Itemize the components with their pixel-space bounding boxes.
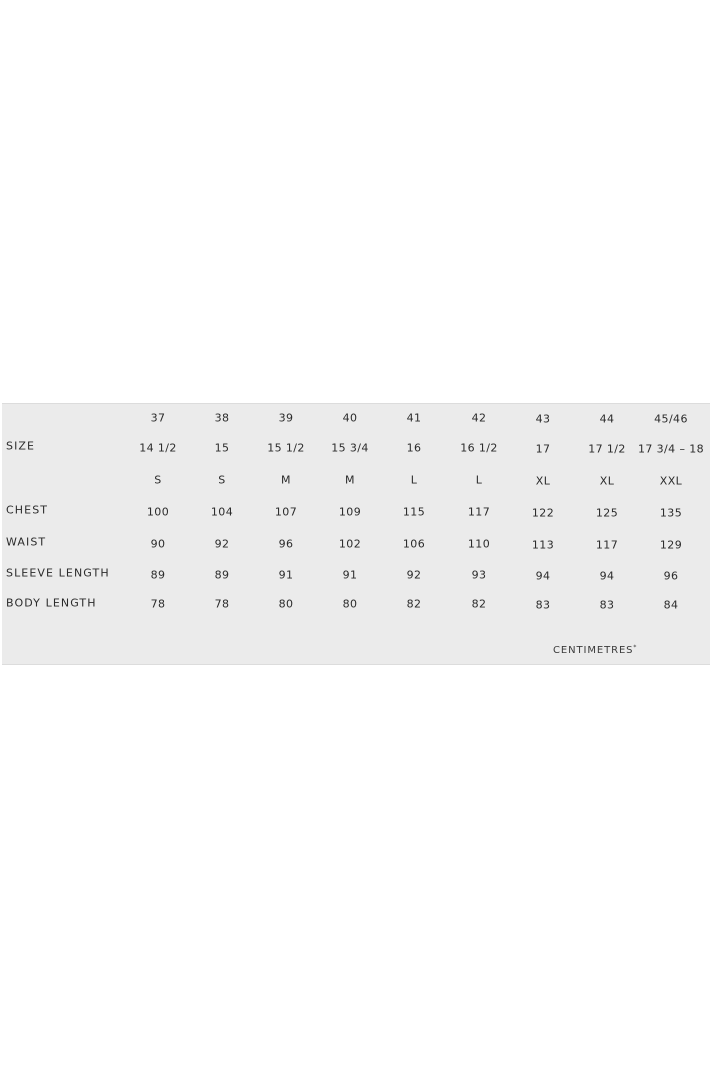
chest-cell: 125	[595, 506, 619, 520]
letter-sizes-cell: XXL	[659, 474, 683, 488]
waist-cell: 110	[467, 537, 491, 551]
letter-sizes-cell: L	[410, 473, 418, 487]
chest-cell: 109	[338, 505, 362, 519]
row-label-chest: CHEST	[6, 503, 49, 517]
waist-cell: 90	[150, 537, 166, 551]
body-length-cell: 83	[599, 598, 615, 612]
letter-sizes-cell: S	[218, 473, 226, 487]
eu-sizes-cell: 37	[150, 411, 166, 425]
unit-mark: *	[633, 643, 638, 651]
collar-sizes-cell: 17 3/4 – 18	[637, 442, 705, 456]
sleeve-length-cell: 94	[599, 569, 615, 583]
sleeve-length-cell: 96	[663, 569, 679, 583]
body-length-cell: 82	[406, 597, 422, 611]
chest-cell: 122	[531, 506, 555, 520]
body-length-cell: 78	[214, 597, 230, 611]
body-length-cell: 84	[663, 598, 679, 612]
row-label-waist: WAIST	[6, 535, 47, 549]
eu-sizes-cell: 40	[342, 411, 358, 425]
collar-sizes-cell: 15	[214, 441, 230, 455]
unit-label: CENTIMETRES	[553, 645, 634, 657]
sleeve-length-cell: 89	[150, 568, 166, 582]
letter-sizes-cell: L	[475, 473, 483, 487]
collar-sizes-cell: 15 1/2	[267, 441, 305, 455]
waist-cell: 117	[595, 538, 619, 552]
sleeve-length-cell: 93	[471, 568, 487, 582]
sleeve-length-cell: 91	[278, 568, 294, 582]
letter-sizes-cell: XL	[535, 474, 551, 488]
sleeve-length-cell: 89	[214, 568, 230, 582]
waist-cell: 106	[402, 537, 426, 551]
sleeve-length-cell: 94	[535, 569, 551, 583]
body-length-cell: 78	[150, 597, 166, 611]
eu-sizes-cell: 41	[406, 411, 422, 425]
body-length-cell: 80	[278, 597, 294, 611]
body-length-cell: 82	[471, 597, 487, 611]
eu-sizes-cell: 45/46	[654, 412, 688, 426]
chest-cell: 107	[274, 505, 298, 519]
chest-cell: 115	[402, 505, 426, 519]
eu-sizes-cell: 44	[599, 412, 615, 426]
letter-sizes-cell: M	[281, 473, 291, 487]
collar-sizes-cell: 14 1/2	[139, 441, 177, 455]
letter-sizes-cell: M	[345, 473, 355, 487]
eu-sizes-cell: 39	[278, 411, 294, 425]
waist-cell: 102	[338, 537, 362, 551]
collar-sizes-cell: 15 3/4	[331, 441, 369, 455]
eu-sizes-cell: 43	[535, 412, 551, 426]
body-length-cell: 83	[535, 598, 551, 612]
letter-sizes-cell: S	[154, 473, 162, 487]
body-length-cell: 80	[342, 597, 358, 611]
waist-cell: 92	[214, 537, 230, 551]
eu-sizes-cell: 42	[471, 411, 487, 425]
unit-note	[553, 644, 637, 656]
row-label-collar-sizes: SIZE	[6, 439, 36, 453]
sleeve-length-cell: 91	[342, 568, 358, 582]
chest-cell: 135	[659, 506, 683, 520]
row-label-body-length: BODY LENGTH	[6, 596, 97, 610]
collar-sizes-cell: 17	[535, 442, 551, 456]
collar-sizes-cell: 17 1/2	[588, 442, 626, 456]
collar-sizes-cell: 16 1/2	[460, 441, 498, 455]
collar-sizes-cell: 16	[406, 441, 422, 455]
chest-cell: 100	[146, 505, 170, 519]
waist-cell: 96	[278, 537, 294, 551]
letter-sizes-cell: XL	[599, 474, 615, 488]
sleeve-length-cell: 92	[406, 568, 422, 582]
chest-cell: 104	[210, 505, 234, 519]
waist-cell: 129	[659, 538, 683, 552]
chest-cell: 117	[467, 505, 491, 519]
row-label-sleeve-length: SLEEVE LENGTH	[6, 566, 110, 580]
eu-sizes-cell: 38	[214, 411, 230, 425]
waist-cell: 113	[531, 538, 555, 552]
